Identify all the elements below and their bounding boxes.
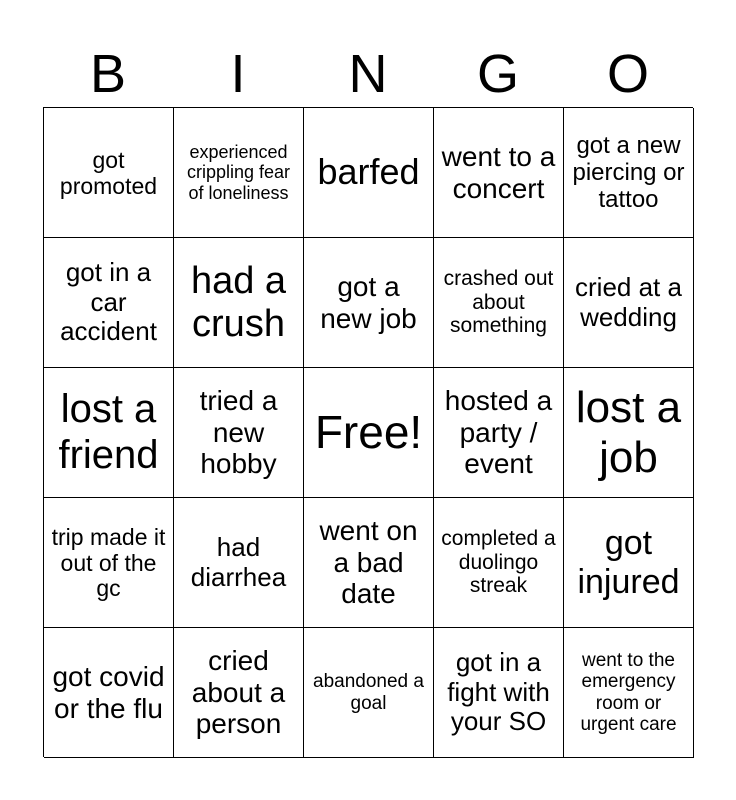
header-letter-o: O [606,44,649,104]
cell-text: crashed out about something [443,266,554,338]
cell-text: Free! [314,405,423,458]
bingo-cell-r0-c2[interactable] [304,108,434,238]
header-letter-g: G [476,44,519,104]
bingo-cell-r1-c1[interactable] [174,238,304,368]
cell-text: trip made it out of the gc [51,523,166,602]
cell-text: went to the emergency room or urgent care [580,649,677,735]
free-space-cell[interactable] [304,368,434,498]
bingo-cell-r4-c4[interactable] [564,628,694,758]
header-letter-i: I [230,44,246,104]
bingo-cell-r2-c4[interactable] [564,368,694,498]
cell-text: got a new job [320,270,417,334]
cell-text: tried a new hobby [199,385,278,480]
cell-text: had a crush [190,259,287,345]
bingo-cell-r2-c3[interactable] [434,368,564,498]
cell-text: got in a car accident [60,257,157,347]
cell-text: got a new piercing or tattoo [572,131,685,214]
cell-text: had diarrhea [190,532,287,592]
cell-text: got promoted [59,146,158,199]
bingo-board [43,107,693,757]
bingo-cell-r4-c0[interactable] [44,628,174,758]
bingo-header [43,40,693,108]
cell-text: completed a duolingo streak [441,526,556,598]
bingo-cell-r3-c4[interactable] [564,498,694,628]
cell-text: lost a job [575,382,682,482]
cell-text: cried about a person [191,645,286,740]
bingo-cell-r1-c4[interactable] [564,238,694,368]
cell-text: barfed [317,151,420,193]
header-letter-b: B [89,44,127,104]
header-letter-n: N [348,44,388,104]
bingo-cell-r2-c1[interactable] [174,368,304,498]
bingo-cell-r0-c1[interactable] [174,108,304,238]
cell-text: cried at a wedding [575,272,682,332]
bingo-cell-r2-c0[interactable] [44,368,174,498]
cell-text: went to a concert [441,140,556,204]
bingo-cell-r0-c0[interactable] [44,108,174,238]
bingo-cell-r0-c3[interactable] [434,108,564,238]
cell-text: got injured [577,524,680,601]
bingo-cell-r0-c4[interactable] [564,108,694,238]
bingo-cell-r4-c3[interactable] [434,628,564,758]
cell-text: abandoned a goal [313,671,424,714]
bingo-cell-r3-c1[interactable] [174,498,304,628]
cell-text: went on a bad date [319,515,418,610]
bingo-cell-r3-c0[interactable] [44,498,174,628]
bingo-cell-r1-c3[interactable] [434,238,564,368]
bingo-cell-r1-c2[interactable] [304,238,434,368]
bingo-cell-r3-c2[interactable] [304,498,434,628]
bingo-cell-r4-c1[interactable] [174,628,304,758]
cell-text: experienced crippling fear of loneliness [186,142,291,203]
cell-text: lost a friend [58,387,159,477]
cell-text: got in a fight with your SO [447,647,550,737]
bingo-cell-r3-c3[interactable] [434,498,564,628]
bingo-cell-r4-c2[interactable] [304,628,434,758]
cell-text: got covid or the flu [52,660,165,724]
bingo-cell-r1-c0[interactable] [44,238,174,368]
cell-text: hosted a party / event [444,385,553,480]
